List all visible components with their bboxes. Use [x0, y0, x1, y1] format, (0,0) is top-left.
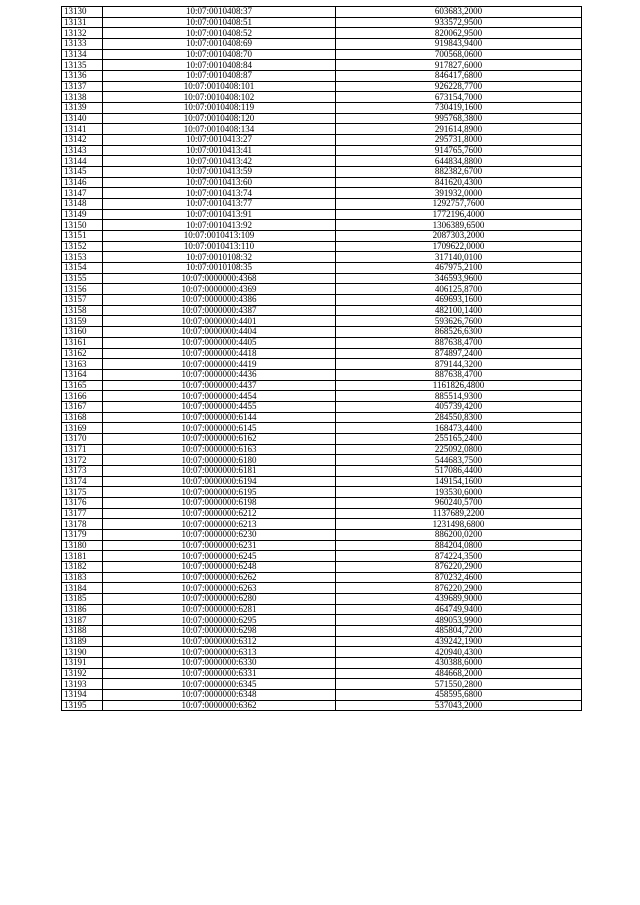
row-number-cell: 13157: [62, 295, 103, 306]
cadastral-number-cell: 10:07:0010413:41: [103, 145, 336, 156]
cadastral-number-cell: 10:07:0010408:84: [103, 60, 336, 71]
cadastral-number-cell: 10:07:0000000:6162: [103, 433, 336, 444]
cadastral-number-cell: 10:07:0000000:6262: [103, 572, 336, 583]
value-cell: 284550,8300: [336, 412, 582, 423]
row-number-cell: 13150: [62, 220, 103, 231]
cadastral-number-cell: 10:07:0000000:6181: [103, 465, 336, 476]
row-number-cell: 13162: [62, 348, 103, 359]
table-row: [62, 199, 582, 210]
cadastral-number-cell: 10:07:0010413:27: [103, 135, 336, 146]
cadastral-number-cell: 10:07:0010408:69: [103, 39, 336, 50]
row-number-cell: 13132: [62, 28, 103, 39]
value-cell: 291614,8900: [336, 124, 582, 135]
cadastral-number-cell: 10:07:0000000:4368: [103, 273, 336, 284]
row-number-cell: 13153: [62, 252, 103, 263]
row-number-cell: 13188: [62, 625, 103, 636]
value-cell: 517086,4400: [336, 465, 582, 476]
row-number-cell: 13190: [62, 647, 103, 658]
table-row: [62, 252, 582, 263]
table-row: [62, 476, 582, 487]
value-cell: 603683,2000: [336, 7, 582, 18]
cadastral-number-cell: 10:07:0000000:6248: [103, 561, 336, 572]
table-row: [62, 60, 582, 71]
table-row: [62, 465, 582, 476]
row-number-cell: 13161: [62, 337, 103, 348]
cadastral-number-cell: 10:07:0000000:6313: [103, 647, 336, 658]
value-cell: 593626,7600: [336, 316, 582, 327]
value-cell: 887638,4700: [336, 337, 582, 348]
cadastral-number-cell: 10:07:0010408:119: [103, 103, 336, 114]
table-row: [62, 487, 582, 498]
row-number-cell: 13154: [62, 263, 103, 274]
cadastral-number-cell: 10:07:0010413:110: [103, 241, 336, 252]
row-number-cell: 13195: [62, 700, 103, 711]
table-row: [62, 561, 582, 572]
table-row: [62, 241, 582, 252]
table-row: [62, 167, 582, 178]
table-row: [62, 604, 582, 615]
cadastral-number-cell: 10:07:0000000:4419: [103, 359, 336, 370]
table-row: [62, 668, 582, 679]
table-row: [62, 177, 582, 188]
value-cell: 168473,4400: [336, 423, 582, 434]
cadastral-value-table: [61, 6, 582, 711]
row-number-cell: 13148: [62, 199, 103, 210]
cadastral-number-cell: 10:07:0000000:4404: [103, 327, 336, 338]
table-row: [62, 401, 582, 412]
table-body: [62, 7, 582, 711]
value-cell: 469693,1600: [336, 295, 582, 306]
table-row: [62, 135, 582, 146]
value-cell: 926228,7700: [336, 81, 582, 92]
cadastral-number-cell: 10:07:0010413:91: [103, 209, 336, 220]
value-cell: 730419,1600: [336, 103, 582, 114]
row-number-cell: 13138: [62, 92, 103, 103]
row-number-cell: 13144: [62, 156, 103, 167]
value-cell: 1137689,2200: [336, 508, 582, 519]
cadastral-number-cell: 10:07:0000000:4405: [103, 337, 336, 348]
table-row: [62, 92, 582, 103]
table-row: [62, 412, 582, 423]
table-row: [62, 124, 582, 135]
cadastral-number-cell: 10:07:0000000:6331: [103, 668, 336, 679]
value-cell: 919843,9400: [336, 39, 582, 50]
row-number-cell: 13170: [62, 433, 103, 444]
value-cell: 917827,6000: [336, 60, 582, 71]
cadastral-number-cell: 10:07:0010408:37: [103, 7, 336, 18]
value-cell: 874224,3500: [336, 551, 582, 562]
row-number-cell: 13182: [62, 561, 103, 572]
table-row: [62, 103, 582, 114]
row-number-cell: 13146: [62, 177, 103, 188]
row-number-cell: 13165: [62, 380, 103, 391]
cadastral-number-cell: 10:07:0000000:6362: [103, 700, 336, 711]
value-cell: 886200,0200: [336, 529, 582, 540]
cadastral-number-cell: 10:07:0000000:6345: [103, 679, 336, 690]
row-number-cell: 13140: [62, 113, 103, 124]
cadastral-number-cell: 10:07:0010408:120: [103, 113, 336, 124]
cadastral-number-cell: 10:07:0000000:6281: [103, 604, 336, 615]
table-row: [62, 700, 582, 711]
row-number-cell: 13187: [62, 615, 103, 626]
row-number-cell: 13136: [62, 71, 103, 82]
value-cell: 537043,2000: [336, 700, 582, 711]
value-cell: 571550,2800: [336, 679, 582, 690]
value-cell: 317140,0100: [336, 252, 582, 263]
cadastral-number-cell: 10:07:0000000:4455: [103, 401, 336, 412]
cadastral-number-cell: 10:07:0010413:42: [103, 156, 336, 167]
value-cell: 870232,4600: [336, 572, 582, 583]
table-row: [62, 305, 582, 316]
cadastral-number-cell: 10:07:0010408:70: [103, 49, 336, 60]
table-row: [62, 284, 582, 295]
table-row: [62, 423, 582, 434]
cadastral-number-cell: 10:07:0010408:102: [103, 92, 336, 103]
value-cell: 1292757,7600: [336, 199, 582, 210]
table-row: [62, 348, 582, 359]
value-cell: 995768,3800: [336, 113, 582, 124]
cadastral-number-cell: 10:07:0000000:6163: [103, 444, 336, 455]
value-cell: 644834,8800: [336, 156, 582, 167]
row-number-cell: 13139: [62, 103, 103, 114]
value-cell: 700568,0600: [336, 49, 582, 60]
cadastral-number-cell: 10:07:0000000:4401: [103, 316, 336, 327]
table-row: [62, 508, 582, 519]
value-cell: 544683,7500: [336, 455, 582, 466]
cadastral-number-cell: 10:07:0010413:59: [103, 167, 336, 178]
row-number-cell: 13145: [62, 167, 103, 178]
value-cell: 960240,5700: [336, 497, 582, 508]
cadastral-number-cell: 10:07:0000000:4454: [103, 391, 336, 402]
table-row: [62, 49, 582, 60]
table-row: [62, 273, 582, 284]
table-row: [62, 316, 582, 327]
row-number-cell: 13167: [62, 401, 103, 412]
cadastral-number-cell: 10:07:0010408:51: [103, 17, 336, 28]
row-number-cell: 13186: [62, 604, 103, 615]
table-row: [62, 690, 582, 701]
row-number-cell: 13149: [62, 209, 103, 220]
value-cell: 391932,0000: [336, 188, 582, 199]
cadastral-number-cell: 10:07:0010108:35: [103, 263, 336, 274]
value-cell: 2087303,2000: [336, 231, 582, 242]
table-row: [62, 28, 582, 39]
table-row: [62, 657, 582, 668]
row-number-cell: 13158: [62, 305, 103, 316]
value-cell: 1161826,4800: [336, 380, 582, 391]
cadastral-number-cell: 10:07:0000000:6145: [103, 423, 336, 434]
row-number-cell: 13141: [62, 124, 103, 135]
row-number-cell: 13174: [62, 476, 103, 487]
table-row: [62, 145, 582, 156]
cadastral-number-cell: 10:07:0000000:6330: [103, 657, 336, 668]
table-row: [62, 583, 582, 594]
table-row: [62, 391, 582, 402]
value-cell: 1709622,0000: [336, 241, 582, 252]
cadastral-number-cell: 10:07:0010408:87: [103, 71, 336, 82]
row-number-cell: 13179: [62, 529, 103, 540]
table-row: [62, 17, 582, 28]
value-cell: 255165,2400: [336, 433, 582, 444]
row-number-cell: 13164: [62, 369, 103, 380]
value-cell: 295731,8000: [336, 135, 582, 146]
cadastral-number-cell: 10:07:0000000:6263: [103, 583, 336, 594]
value-cell: 485804,7200: [336, 625, 582, 636]
table-row: [62, 529, 582, 540]
value-cell: 193530,6000: [336, 487, 582, 498]
table-row: [62, 39, 582, 50]
cadastral-number-cell: 10:07:0000000:4369: [103, 284, 336, 295]
value-cell: 841620,4300: [336, 177, 582, 188]
value-cell: 876220,2900: [336, 561, 582, 572]
value-cell: 149154,1600: [336, 476, 582, 487]
cadastral-number-cell: 10:07:0000000:6194: [103, 476, 336, 487]
table-row: [62, 625, 582, 636]
value-cell: 225092,0800: [336, 444, 582, 455]
row-number-cell: 13180: [62, 540, 103, 551]
row-number-cell: 13155: [62, 273, 103, 284]
row-number-cell: 13192: [62, 668, 103, 679]
value-cell: 484668,2000: [336, 668, 582, 679]
value-cell: 914765,7600: [336, 145, 582, 156]
row-number-cell: 13147: [62, 188, 103, 199]
row-number-cell: 13156: [62, 284, 103, 295]
value-cell: 482100,1400: [336, 305, 582, 316]
table-row: [62, 188, 582, 199]
row-number-cell: 13184: [62, 583, 103, 594]
row-number-cell: 13166: [62, 391, 103, 402]
cadastral-number-cell: 10:07:0010408:134: [103, 124, 336, 135]
table-row: [62, 519, 582, 530]
value-cell: 933572,9500: [336, 17, 582, 28]
cadastral-number-cell: 10:07:0000000:6212: [103, 508, 336, 519]
table-row: [62, 327, 582, 338]
cadastral-number-cell: 10:07:0000000:6298: [103, 625, 336, 636]
value-cell: 489053,9900: [336, 615, 582, 626]
value-cell: 874897,2400: [336, 348, 582, 359]
row-number-cell: 13137: [62, 81, 103, 92]
value-cell: 464749,9400: [336, 604, 582, 615]
cadastral-number-cell: 10:07:0010413:92: [103, 220, 336, 231]
cadastral-number-cell: 10:07:0000000:6280: [103, 593, 336, 604]
cadastral-number-cell: 10:07:0000000:6231: [103, 540, 336, 551]
row-number-cell: 13172: [62, 455, 103, 466]
cadastral-number-cell: 10:07:0000000:6230: [103, 529, 336, 540]
cadastral-number-cell: 10:07:0000000:6213: [103, 519, 336, 530]
row-number-cell: 13169: [62, 423, 103, 434]
value-cell: 884204,0800: [336, 540, 582, 551]
table-row: [62, 572, 582, 583]
table-row: [62, 81, 582, 92]
cadastral-number-cell: 10:07:0000000:4386: [103, 295, 336, 306]
cadastral-number-cell: 10:07:0000000:6144: [103, 412, 336, 423]
cadastral-number-cell: 10:07:0000000:4387: [103, 305, 336, 316]
table-row: [62, 156, 582, 167]
row-number-cell: 13185: [62, 593, 103, 604]
table-row: [62, 679, 582, 690]
row-number-cell: 13133: [62, 39, 103, 50]
row-number-cell: 13178: [62, 519, 103, 530]
row-number-cell: 13168: [62, 412, 103, 423]
table-row: [62, 380, 582, 391]
cadastral-number-cell: 10:07:0000000:6348: [103, 690, 336, 701]
cadastral-number-cell: 10:07:0000000:4436: [103, 369, 336, 380]
table-row: [62, 497, 582, 508]
table-row: [62, 444, 582, 455]
table-row: [62, 7, 582, 18]
table-row: [62, 231, 582, 242]
row-number-cell: 13176: [62, 497, 103, 508]
value-cell: 820062,9500: [336, 28, 582, 39]
value-cell: 885514,9300: [336, 391, 582, 402]
table-row: [62, 337, 582, 348]
table-row: [62, 263, 582, 274]
table-row: [62, 113, 582, 124]
cadastral-number-cell: 10:07:0010413:74: [103, 188, 336, 199]
table-row: [62, 551, 582, 562]
value-cell: 439242,1900: [336, 636, 582, 647]
cadastral-number-cell: 10:07:0010413:60: [103, 177, 336, 188]
cadastral-number-cell: 10:07:0000000:6295: [103, 615, 336, 626]
row-number-cell: 13159: [62, 316, 103, 327]
cadastral-number-cell: 10:07:0010413:109: [103, 231, 336, 242]
row-number-cell: 13191: [62, 657, 103, 668]
cadastral-number-cell: 10:07:0000000:6245: [103, 551, 336, 562]
row-number-cell: 13175: [62, 487, 103, 498]
cadastral-number-cell: 10:07:0000000:6180: [103, 455, 336, 466]
row-number-cell: 13183: [62, 572, 103, 583]
cadastral-number-cell: 10:07:0000000:6198: [103, 497, 336, 508]
value-cell: 879144,3200: [336, 359, 582, 370]
value-cell: 1306389,6500: [336, 220, 582, 231]
value-cell: 405739,4200: [336, 401, 582, 412]
cadastral-number-cell: 10:07:0010413:77: [103, 199, 336, 210]
row-number-cell: 13151: [62, 231, 103, 242]
value-cell: 882382,6700: [336, 167, 582, 178]
row-number-cell: 13163: [62, 359, 103, 370]
cadastral-number-cell: 10:07:0000000:6312: [103, 636, 336, 647]
value-cell: 846417,6800: [336, 71, 582, 82]
row-number-cell: 13173: [62, 465, 103, 476]
table-row: [62, 220, 582, 231]
table-row: [62, 369, 582, 380]
value-cell: 420940,4300: [336, 647, 582, 658]
value-cell: 346593,9600: [336, 273, 582, 284]
table-row: [62, 593, 582, 604]
value-cell: 430388,6000: [336, 657, 582, 668]
table-row: [62, 455, 582, 466]
row-number-cell: 13152: [62, 241, 103, 252]
row-number-cell: 13181: [62, 551, 103, 562]
value-cell: 876220,2900: [336, 583, 582, 594]
row-number-cell: 13131: [62, 17, 103, 28]
value-cell: 439689,9000: [336, 593, 582, 604]
cadastral-number-cell: 10:07:0000000:6195: [103, 487, 336, 498]
table-row: [62, 636, 582, 647]
value-cell: 673154,7000: [336, 92, 582, 103]
value-cell: 868526,6300: [336, 327, 582, 338]
row-number-cell: 13160: [62, 327, 103, 338]
value-cell: 1231498,6800: [336, 519, 582, 530]
row-number-cell: 13194: [62, 690, 103, 701]
table-row: [62, 540, 582, 551]
cadastral-number-cell: 10:07:0000000:4418: [103, 348, 336, 359]
value-cell: 1772196,4000: [336, 209, 582, 220]
table-row: [62, 359, 582, 370]
table-row: [62, 647, 582, 658]
table-row: [62, 433, 582, 444]
table-row: [62, 209, 582, 220]
cadastral-number-cell: 10:07:0010108:32: [103, 252, 336, 263]
table-row: [62, 295, 582, 306]
value-cell: 458595,6800: [336, 690, 582, 701]
row-number-cell: 13135: [62, 60, 103, 71]
value-cell: 887638,4700: [336, 369, 582, 380]
table-row: [62, 71, 582, 82]
value-cell: 406125,8700: [336, 284, 582, 295]
value-cell: 467975,2100: [336, 263, 582, 274]
table-row: [62, 615, 582, 626]
row-number-cell: 13193: [62, 679, 103, 690]
row-number-cell: 13143: [62, 145, 103, 156]
row-number-cell: 13130: [62, 7, 103, 18]
row-number-cell: 13171: [62, 444, 103, 455]
row-number-cell: 13142: [62, 135, 103, 146]
row-number-cell: 13189: [62, 636, 103, 647]
row-number-cell: 13177: [62, 508, 103, 519]
cadastral-number-cell: 10:07:0000000:4437: [103, 380, 336, 391]
cadastral-number-cell: 10:07:0010408:101: [103, 81, 336, 92]
row-number-cell: 13134: [62, 49, 103, 60]
cadastral-number-cell: 10:07:0010408:52: [103, 28, 336, 39]
